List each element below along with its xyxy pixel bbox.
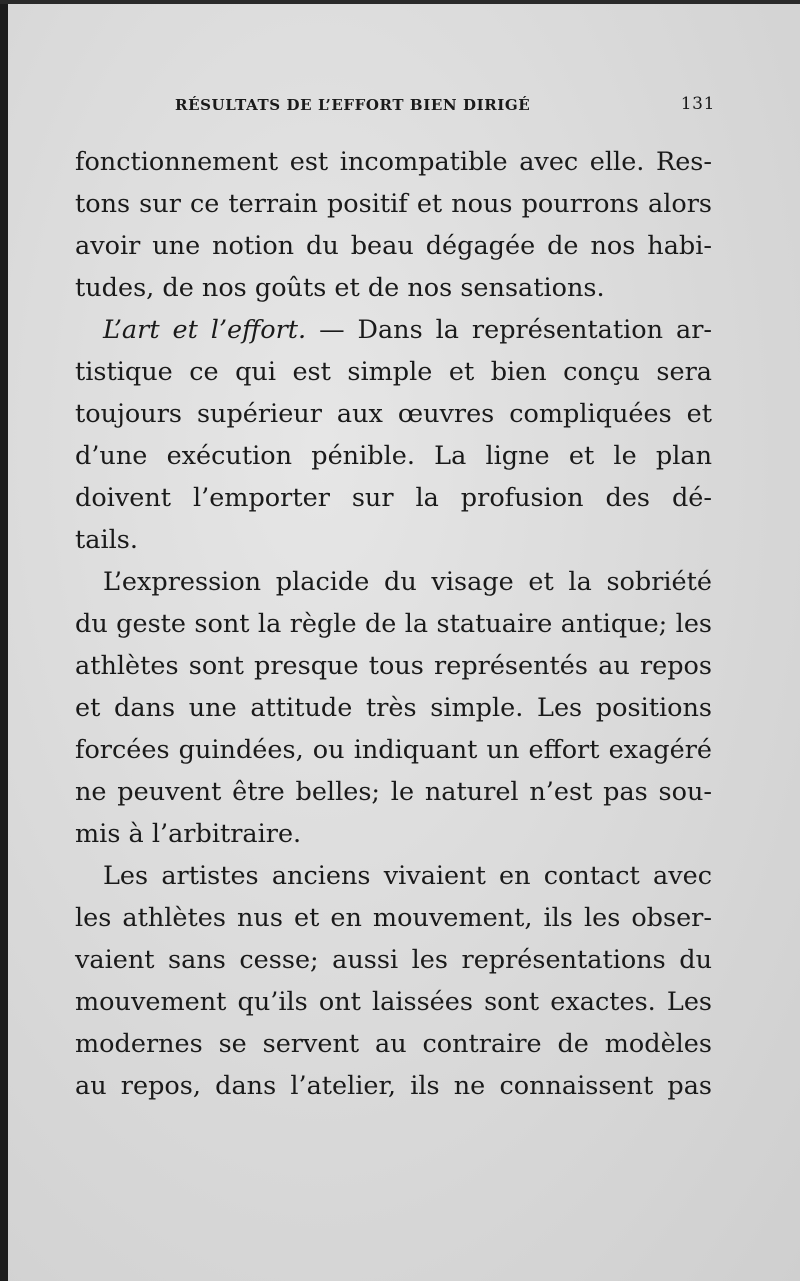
text-line: tudes, de nos goûts et de nos sensations.: [75, 273, 605, 303]
text-line: L’expression placide du visage et la sobriété: [103, 567, 712, 597]
text-line: toujours supérieur aux œuvres compliquées et: [75, 399, 712, 429]
text-line: les athlètes nus et en mouvement, ils les obser-: [75, 903, 712, 933]
text-line-rest: — Dans la représentation ar-: [306, 315, 712, 345]
running-head: [175, 92, 715, 122]
text-line: du geste sont la règle de la statuaire antique; les: [75, 609, 712, 639]
text-line: et dans une attitude très simple. Les positions: [75, 693, 712, 723]
text-line: doivent l’emporter sur la profusion des dé-: [75, 483, 712, 513]
text-line: au repos, dans l’atelier, ils ne connaissent pas: [75, 1071, 712, 1101]
text-line: avoir une notion du beau dégagée de nos habi-: [75, 231, 712, 261]
text-line: mis à l’arbitraire.: [75, 819, 302, 849]
text-line: Les artistes anciens vivaient en contact avec: [103, 861, 712, 891]
text-line: athlètes sont presque tous représentés au repos: [75, 651, 712, 681]
text-line: mouvement qu’ils ont laissées sont exactes. Les: [75, 987, 712, 1017]
text-line: tons sur ce terrain positif et nous pourrons alors: [75, 189, 712, 219]
text-line: tistique ce qui est simple et bien conçu sera: [75, 357, 712, 387]
run-in-heading: L’art et l’effort.: [103, 315, 307, 345]
text-line: tails.: [75, 525, 138, 555]
text-line: d’une exécution pénible. La ligne et le plan: [75, 441, 712, 471]
text-line: forcées guindées, ou indiquant un effort exagéré: [75, 735, 712, 765]
text-line: fonctionnement est incompatible avec elle. Res-: [75, 147, 712, 177]
text-line: vaient sans cesse; aussi les représentations du: [75, 945, 712, 975]
text-line: modernes se servent au contraire de modèles: [75, 1029, 712, 1059]
body-text: [75, 141, 712, 1107]
section-heading-line: [75, 309, 712, 351]
page-number: 131: [680, 94, 715, 114]
running-title: RÉSULTATS DE L’EFFORT BIEN DIRIGÉ: [175, 96, 531, 114]
text-line: ne peuvent être belles; le naturel n’est pas sou-: [75, 777, 712, 807]
